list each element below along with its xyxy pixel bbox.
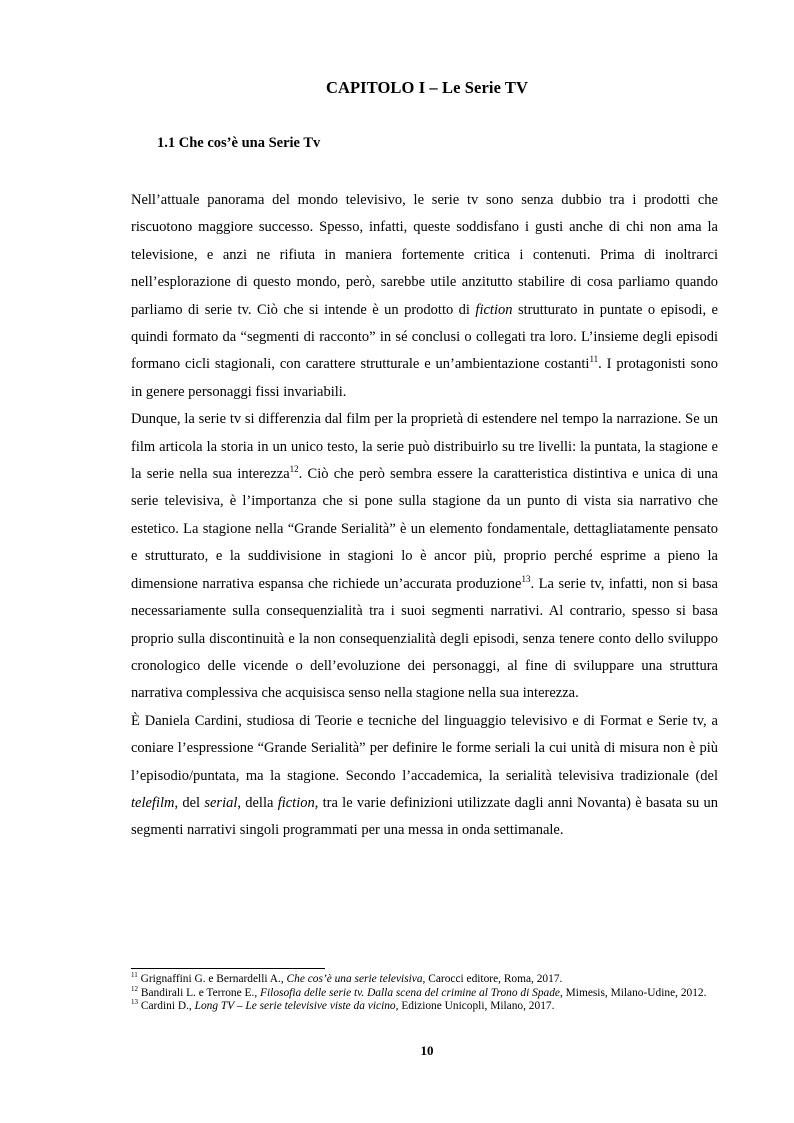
footnote-separator: [131, 968, 325, 969]
section-title: 1.1 Che cos’è una Serie Tv: [157, 135, 321, 151]
paragraph-2: Dunque, la serie tv si differenzia dal film per la proprietà di estendere nel tempo la narrazione. Se un film articola la storia in un unico testo, la serie può distribuirlo su tre livelli: la puntata, la stagione e la serie nella sua interezza$^{12}$. Ciò che però sembra essere la caratteristica distintiva e unica di una serie televisiva, è l’importanza che si pone sulla stagione da un punto di vista sia narrativo che estetico. La stagione nella “Grande Serialità” è un elemento fondamentale, dettagliatamente pensato e strutturato, e la suddivisione in stagioni lo è ancor più, proprio perché esprime a pieno la dimensione narrativa espansa che richiede un’accurata produzione$^{13}$. La serie tv, infatti, non si basa necessariamente sulla consequenzialità tra i suoi segmenti narrativi. Al contrario, spesso si basa proprio sulla discontinuità e la non consequenzialità degli episodi, senza tenere conto dello sviluppo cronologico delle vicende o dell’evoluzione dei personaggi, al fine di sviluppare una struttura narrativa complessiva che acquisisca senso nella stagione nella sua interezza.: [131, 411, 718, 702]
footnote-11: $^{11}$ Grignaffini G. e Bernardelli A., Che cos’è una serie televisiva, Carocci editore, Roma, 2017.: [131, 971, 563, 985]
footnotes: [131, 973, 718, 1014]
footnote-ref-13: 13: [521, 573, 531, 584]
body-text: [131, 187, 718, 845]
footnote-ref-11: 11: [589, 354, 599, 365]
footnote-ref-12: 12: [289, 464, 299, 475]
page-number: 10: [420, 1043, 434, 1058]
footnote-13: $^{13}$ Cardini D., Long TV – Le serie televisive viste da vicino, Edizione Unicopli, Milano, 2017.: [131, 998, 555, 1013]
paragraph-1: Nell’attuale panorama del mondo televisivo, le serie tv sono senza dubbio tra i prodotti che riscuotono maggiore successo. Spesso, infatti, queste soddisfano i gusti anche di chi non ama la televisione, e anzi ne rifiuta in maniera fortemente critica i contenuti. Prima di inoltrarci nell’esplorazione di questo mondo, però, sarebbe utile anzitutto stabilire di cosa parliamo quando parliamo di serie tv. Ciò che si intende è un prodotto di fiction strutturato in puntate o episodi, e quindi formato da “segmenti di racconto” in sé conclusi o collegati tra loro. L’insieme degli episodi formano cicli stagionali, con carattere strutturale e un’ambientazione costanti$^{11}$. I protagonisti sono in genere personaggi fissi invariabili.: [131, 192, 718, 400]
footnote-12: $^{12}$ Bandirali L. e Terrone E., Filosofia delle serie tv. Dalla scena del crimine al Trono di Spade, Mimesis, Milano-Udine, 2012.: [131, 984, 707, 999]
chapter-title: CAPITOLO I – Le Serie TV: [325, 78, 529, 97]
paragraph-3: È Daniela Cardini, studiosa di Teorie e tecniche del linguaggio televisivo e di Format e Serie tv, a coniare l’espressione “Grande Serialità” per definire le forme seriali la cui unità di misura non è più l’episodio/puntata, ma la stagione. Secondo l’accademica, la serialità televisiva tradizionale (del telefilm, del serial, della fiction, tra le varie definizioni utilizzate dagli anni Novanta) è basata su un segmenti narrativi singoli programmati per una messa in onda settimanale.: [131, 712, 719, 839]
